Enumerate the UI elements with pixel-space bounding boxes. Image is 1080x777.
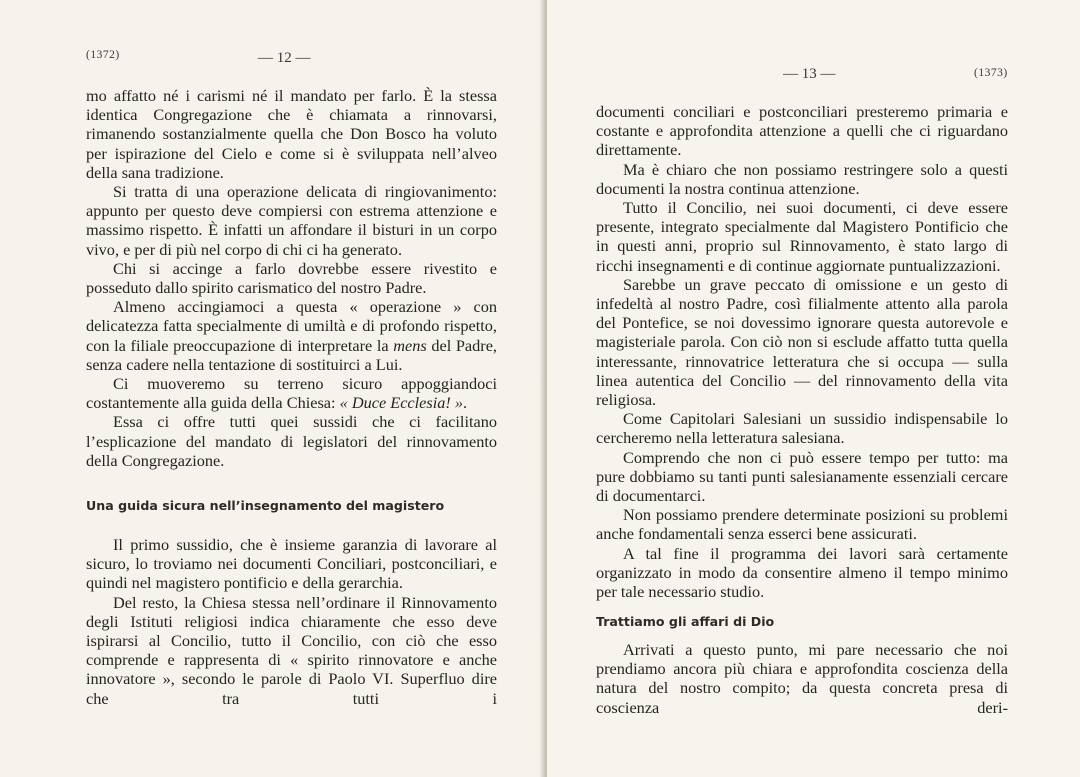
right-text-block-1 xyxy=(596,102,1008,601)
italic-quote: « Duce Ecclesia! » xyxy=(339,393,464,413)
paragraph: Del resto, la Chiesa stessa nell’ordinare il Rinnovamento degli Istituti religiosi indica chiaramente che esso deve ispirarsi al Concilio, tutto il Concilio, con ciò che esso comprende e rappresenta di « spirito rinnovatore e anche innovatore », secondo le parole di Paolo VI. Superfluo dire che tra tutti i xyxy=(86,592,497,708)
italic-term: mens xyxy=(393,335,427,355)
text-run: Ci muoveremo su terreno sicuro appoggiandoci costantemente alla guida della Chiesa: xyxy=(86,374,497,413)
paragraph: Chi si accinge a farlo dovrebbe essere rivestito e posseduto dallo spirito carismatico del nostro Padre. xyxy=(86,258,497,298)
paragraph: documenti conciliari e postconciliari presteremo primaria e costante e approfondita attenzione a quelli che ci riguardano direttamente. xyxy=(596,102,1008,160)
paragraph: Arrivati a questo punto, mi pare necessario che noi prendiamo ancora più chiara e approfondita coscienza della natura del nostro compito; da questa concreta presa di coscienza deri- xyxy=(596,640,1008,717)
paragraph: Comprendo che non ci può essere tempo per tutto: ma pure dobbiamo su tanti punti salesianamente essenziali cercare di documentarci. xyxy=(596,447,1008,506)
paragraph: Si tratta di una operazione delicata di ringiovanimento: appunto per questo deve compiersi con estrema attenzione e massimo rispetto. È infatti un affondare il bisturi in un corpo vivo, e per di più nel corpo di chi ci ha generato. xyxy=(86,182,497,259)
paragraph: Tutto il Concilio, nei suoi documenti, ci deve essere presente, integrato specialmente dal Magistero Pontificio che in questi anni, proprio sul Rinnovamento, è stato largo di ricchi insegnamenti e di continue aggiornate puntualizzazioni. xyxy=(596,198,1008,275)
paragraph xyxy=(86,297,497,374)
section-heading: Una guida sicura nell’insegnamento del magistero xyxy=(86,498,445,513)
paragraph: A tal fine il programma dei lavori sarà certamente organizzato in modo da consentire almeno il tempo minimo per tale necessario studio. xyxy=(596,543,1008,602)
paragraph: Come Capitolari Salesiani un sussidio indispensabile lo cercheremo nella letteratura salesiana. xyxy=(596,409,1008,448)
paragraph: Non possiamo prendere determinate posizioni su problemi anche fondamentali senza esserci bene assicurati. xyxy=(596,505,1008,544)
paragraph: Ma è chiaro che non possiamo restringere solo a questi documenti la nostra continua attenzione. xyxy=(596,159,1008,198)
text-run: . xyxy=(463,393,468,413)
left-text-block-1 xyxy=(86,86,497,470)
paragraph: Il primo sussidio, che è insieme garanzia di lavorare al sicuro, lo troviamo nei documenti Conciliari, postconciliari, e quindi nel magistero pontificio e della gerarchia. xyxy=(86,535,497,593)
paragraph xyxy=(86,374,497,412)
text-run: del Padre, senza cadere nella tentazione di sostituirci a Lui. xyxy=(86,335,497,374)
left-page-code: (1372) xyxy=(86,49,120,61)
paragraph: mo affatto né i carismi né il mandato per farlo. È la stessa identica Congregazione che è chiamata a rinnovarsi, rimanendo sostanzialmente quella che Don Bosco ha voluto per ispirazione del Cielo e come si è sviluppata nell’alveo della sana tradizione. xyxy=(86,86,497,182)
paragraph: Sarebbe un grave peccato di omissione e un gesto di infedeltà al nostro Padre, così filialmente attento alla parola del Pontefice, se noi dovessimo ignorare questa autorevole e magisteriale parola. Con ciò non si esclude affatto tutta quella interessante, rinnovatrice letteratura che si occupa — sulla linea autentica del Concilio — del rinnovamento della vita religiosa. xyxy=(596,274,1008,410)
paragraph: Essa ci offre tutti quei sussidi che ci facilitano l’esplicazione del mandato di legislatori del rinnovamento della Congregazione. xyxy=(86,412,497,470)
right-page-code: (1373) xyxy=(974,67,1008,79)
right-page xyxy=(547,0,1080,777)
right-text-block-2 xyxy=(596,640,1008,717)
text-run: Almeno accingiamoci a questa « operazione » con delicatezza fatta specialmente di umiltà e di profondo rispetto, con la filiale preoccupazione di interpretare la xyxy=(86,297,497,355)
section-heading: Trattiamo gli affari di Dio xyxy=(596,614,775,629)
right-page-number: — 13 — xyxy=(783,66,836,82)
left-page-number: — 12 — xyxy=(258,50,311,66)
left-text-block-2 xyxy=(86,535,497,708)
